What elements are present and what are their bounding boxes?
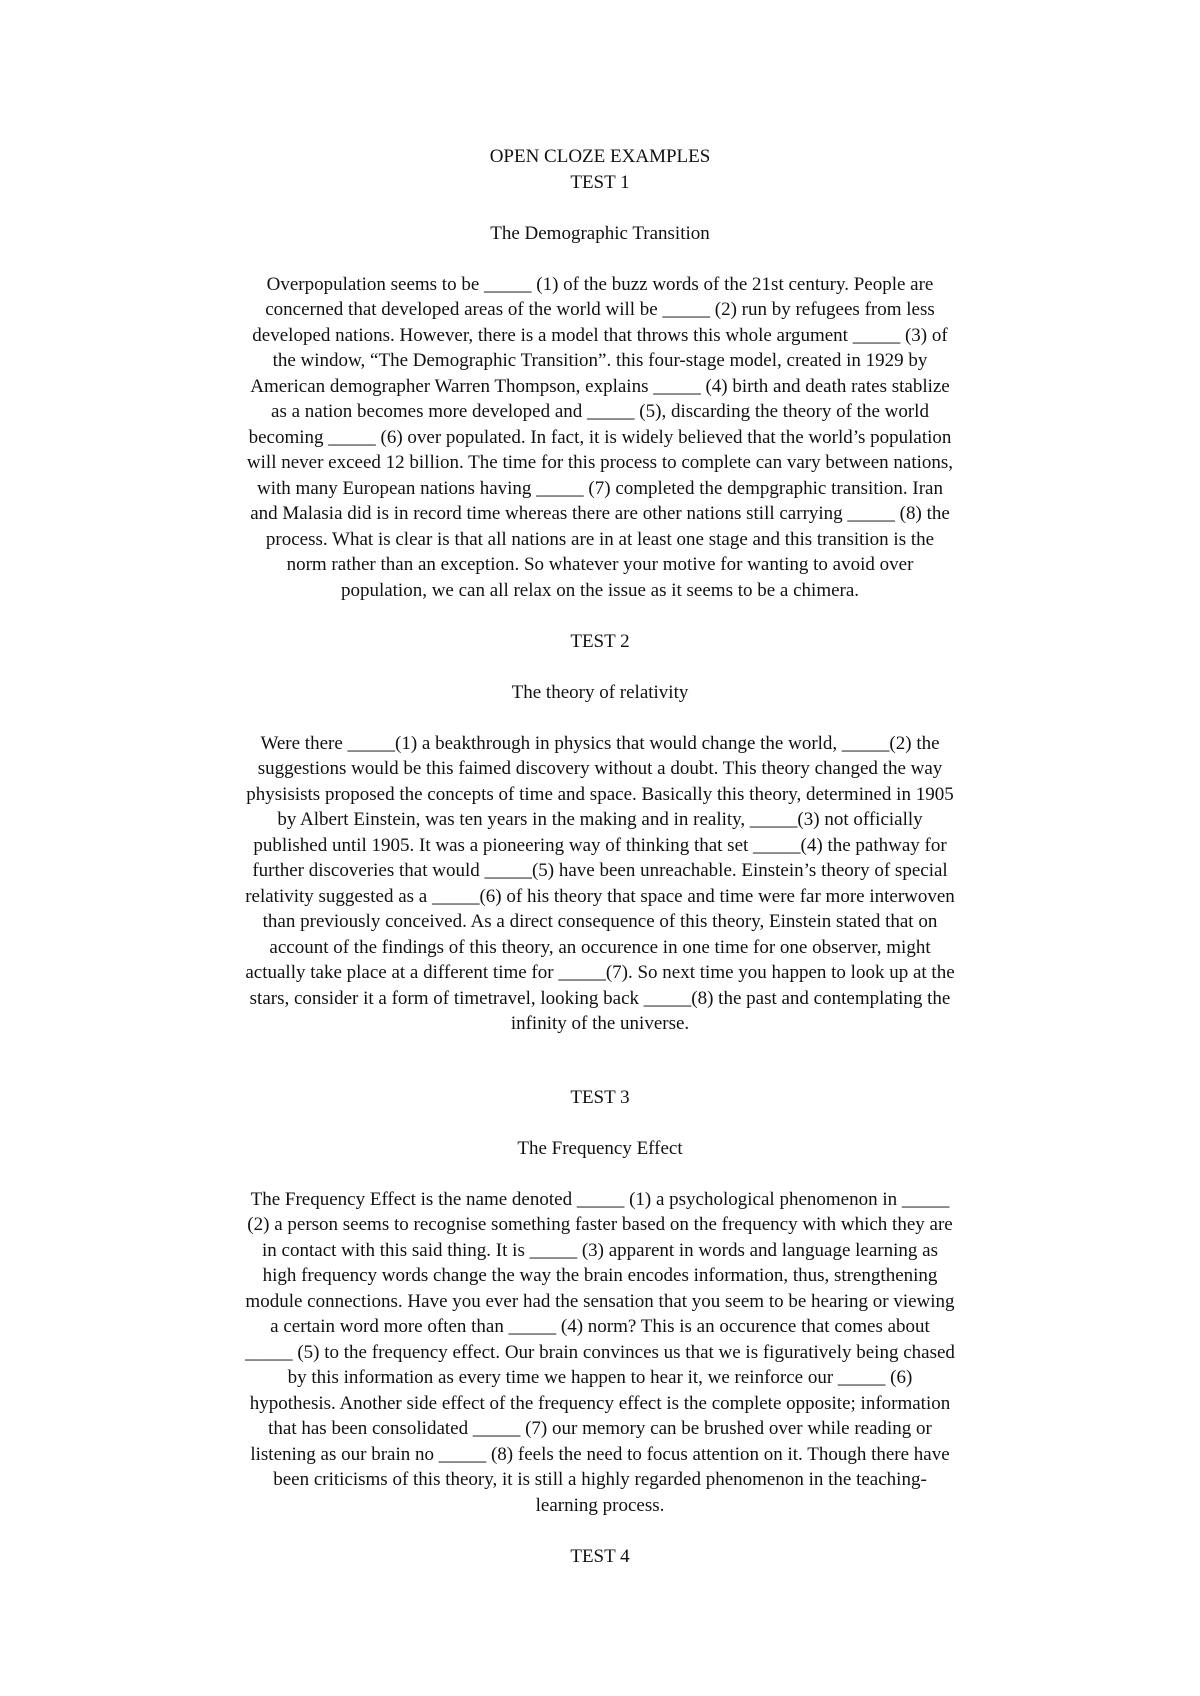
document-title: OPEN CLOZE EXAMPLES <box>489 146 711 167</box>
test-1-title: The Demographic Transition <box>490 222 710 244</box>
test-2-passage <box>190 731 1010 1037</box>
spacer <box>190 705 1010 731</box>
passage-line: published until 1905. It was a pioneering way of thinking that set _____(4) the pathway for <box>253 834 947 856</box>
spacer <box>190 246 1010 272</box>
test-1-heading: TEST 1 <box>570 171 630 193</box>
passage-line: high frequency words change the way the brain encodes information, thus, strengthening <box>262 1265 938 1286</box>
passage-line: _____ (5) to the frequency effect. Our brain convinces us that we is figuratively being chased <box>245 1341 955 1363</box>
passage-line: process. What is clear is that all nations are in at least one stage and this transition is the <box>265 528 935 550</box>
passage-line: been criticisms of this theory, it is still a highly regarded phenomenon in the teaching- <box>273 1469 927 1490</box>
passage-line: and Malasia did is in record time whereas there are other nations still carrying _____ (8) the <box>250 503 950 524</box>
passage-line: infinity of the universe. <box>510 1013 690 1034</box>
test-3-passage <box>190 1187 1010 1519</box>
passage-line: a certain word more often than _____ (4) norm? This is an occurence that comes about <box>270 1316 930 1337</box>
test-1-passage <box>190 272 1010 604</box>
passage-line: listening as our brain no _____ (8) feels the need to focus attention on it. Though there have <box>250 1443 950 1465</box>
spacer <box>190 195 1010 221</box>
passage-line: relativity suggested as a _____(6) of his theory that space and time were far more interwoven <box>245 885 955 907</box>
spacer <box>190 1161 1010 1187</box>
passage-line: with many European nations having _____ (7) completed the dempgraphic transition. Iran <box>257 477 943 499</box>
test-3-title: The Frequency Effect <box>517 1137 683 1159</box>
passage-line: population, we can all relax on the issue as it seems to be a chimera. <box>340 579 860 601</box>
passage-line: (2) a person seems to recognise something faster based on the frequency with which they are <box>247 1214 953 1235</box>
passage-line: stars, consider it a form of timetravel, looking back _____(8) the past and contemplating the <box>249 987 951 1009</box>
passage-line: in contact with this said thing. It is _____ (3) apparent in words and language learning as <box>262 1239 938 1261</box>
passage-line: The Frequency Effect is the name denoted _____ (1) a psychological phenomenon in _____ <box>250 1188 950 1210</box>
passage-line: suggestions would be this faimed discovery without a doubt. This theory changed the way <box>257 758 943 779</box>
test-4-heading: TEST 4 <box>570 1545 630 1567</box>
passage-line: hypothesis. Another side effect of the frequency effect is the complete opposite; information <box>249 1392 951 1414</box>
passage-line: that has been consolidated _____ (7) our memory can be brushed over while reading or <box>268 1418 932 1439</box>
passage-line: learning process. <box>535 1494 665 1516</box>
test-2-heading: TEST 2 <box>570 630 630 652</box>
passage-line: physisists proposed the concepts of time and space. Basically this theory, determined in 1905 <box>246 783 954 805</box>
passage-line: developed nations. However, there is a model that throws this whole argument _____ (3) of <box>252 324 948 346</box>
passage-line: by this information as every time we happen to hear it, we reinforce our _____ (6) <box>287 1367 913 1388</box>
passage-line: further discoveries that would _____(5) have been unreachable. Einstein’s theory of special <box>252 860 948 881</box>
passage-line: than previously conceived. As a direct consequence of this theory, Einstein stated that on <box>262 911 938 932</box>
passage-line: will never exceed 12 billion. The time for this process to complete can vary between nations, <box>246 452 954 473</box>
passage-line: norm rather than an exception. So whatever your motive for wanting to avoid over <box>286 554 914 575</box>
spacer <box>190 603 1010 629</box>
passage-line: the window, “The Demographic Transition”. this four-stage model, created in 1929 by <box>272 350 928 371</box>
passage-line: account of the findings of this theory, an occurence in one time for one observer, might <box>269 936 931 958</box>
test-3-heading: TEST 3 <box>570 1086 630 1108</box>
spacer <box>190 1037 1010 1085</box>
passage-line: concerned that developed areas of the world will be _____ (2) run by refugees from less <box>265 299 935 320</box>
document-content <box>190 144 1010 1569</box>
spacer <box>190 1110 1010 1136</box>
spacer <box>190 1518 1010 1544</box>
passage-line: becoming _____ (6) over populated. In fact, it is widely believed that the world’s population <box>248 426 952 448</box>
passage-line: module connections. Have you ever had the sensation that you seem to be hearing or viewing <box>245 1290 955 1312</box>
passage-line: as a nation becomes more developed and _____ (5), discarding the theory of the world <box>271 401 929 422</box>
spacer <box>190 654 1010 680</box>
passage-line: Were there _____(1) a beakthrough in physics that would change the world, _____(2) the <box>260 732 940 754</box>
passage-line: actually take place at a different time for _____(7). So next time you happen to look up at the <box>245 962 955 983</box>
passage-line: by Albert Einstein, was ten years in the making and in reality, _____(3) not officially <box>277 809 923 830</box>
passage-line: Overpopulation seems to be _____ (1) of the buzz words of the 21st century. People are <box>266 273 934 295</box>
passage-line: American demographer Warren Thompson, explains _____ (4) birth and death rates stablize <box>250 375 950 397</box>
test-2-title: The theory of relativity <box>511 681 689 703</box>
